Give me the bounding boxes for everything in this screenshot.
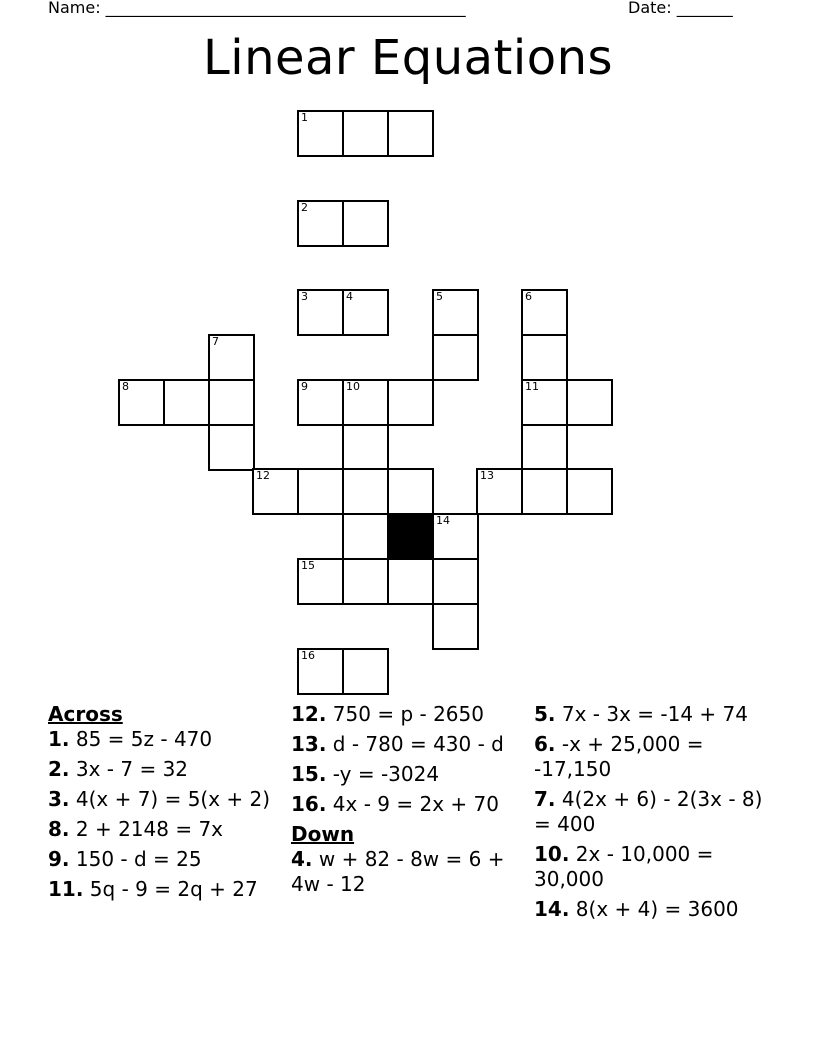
clue-item: [534, 897, 769, 922]
clue-column-1: [48, 702, 283, 907]
clue-item-text: 4x - 9 = 2x + 70: [326, 792, 499, 816]
clue-number: 14: [436, 514, 450, 527]
crossword-cell[interactable]: [208, 334, 255, 381]
clue-item: [534, 842, 769, 892]
clue-number: 5: [436, 290, 443, 303]
crossword-cell[interactable]: [342, 110, 389, 157]
crossword-cell[interactable]: [297, 558, 344, 605]
clue-number: 10: [346, 380, 360, 393]
clue-item-number: 4.: [291, 847, 313, 871]
clue-item-number: 14.: [534, 897, 570, 921]
name-field-line: Name: _____________________________________________: [48, 0, 466, 17]
crossword-cell[interactable]: [163, 379, 210, 426]
down-heading: Down: [291, 822, 355, 846]
clue-item-number: 15.: [291, 762, 327, 786]
crossword-cell[interactable]: [342, 648, 389, 695]
clue-item: [48, 877, 283, 902]
crossword-cell[interactable]: [342, 513, 389, 560]
clue-item-text: 2 + 2148 = 7x: [69, 817, 224, 841]
crossword-cell[interactable]: [566, 379, 613, 426]
clue-number: 13: [480, 469, 494, 482]
crossword-cell[interactable]: [387, 558, 434, 605]
clue-item-number: 12.: [291, 702, 327, 726]
clue-item: [48, 817, 283, 842]
clue-number: 11: [525, 380, 539, 393]
clue-item: [291, 847, 526, 897]
clue-item: [291, 732, 526, 757]
clue-number: 12: [256, 469, 270, 482]
clue-number: 2: [301, 201, 308, 214]
clue-item-number: 5.: [534, 702, 556, 726]
clue-number: 1: [301, 111, 308, 124]
clue-column-3: [534, 702, 769, 927]
clue-column-2: [291, 702, 526, 902]
across-clue-list: [48, 727, 283, 902]
crossword-block-cell: [387, 513, 434, 560]
clue-item-text: -x + 25,000 = -17,150: [534, 732, 704, 781]
clue-number: 9: [301, 380, 308, 393]
crossword-cell[interactable]: [208, 424, 255, 471]
clue-number: 3: [301, 290, 308, 303]
clue-number: 7: [212, 335, 219, 348]
crossword-cell[interactable]: [521, 334, 568, 381]
clue-number: 16: [301, 649, 315, 662]
clue-number: 15: [301, 559, 315, 572]
crossword-cell[interactable]: [297, 379, 344, 426]
down-clue-list: [291, 847, 526, 897]
across-heading: Across: [48, 702, 123, 726]
crossword-cell[interactable]: [342, 200, 389, 247]
crossword-cell[interactable]: [432, 558, 479, 605]
clue-item: [534, 702, 769, 727]
clue-item-text: 2x - 10,000 = 30,000: [534, 842, 714, 891]
crossword-cell[interactable]: [387, 379, 434, 426]
crossword-cell[interactable]: [342, 379, 389, 426]
clue-item-text: 750 = p - 2650: [326, 702, 484, 726]
crossword-cell[interactable]: [521, 379, 568, 426]
clue-item-text: -y = -3024: [326, 762, 440, 786]
clue-item: [48, 787, 283, 812]
clue-item-text: 5q - 9 = 2q + 27: [83, 877, 258, 901]
clue-number: 6: [525, 290, 532, 303]
clue-number: 8: [122, 380, 129, 393]
crossword-cell[interactable]: [297, 200, 344, 247]
clue-item-number: 3.: [48, 787, 70, 811]
crossword-cell[interactable]: [297, 468, 344, 515]
clue-number: 4: [346, 290, 353, 303]
clue-item-number: 7.: [534, 787, 556, 811]
clue-item-text: 3x - 7 = 32: [69, 757, 189, 781]
crossword-cell[interactable]: [342, 424, 389, 471]
crossword-cell[interactable]: [342, 289, 389, 336]
clue-item-text: 8(x + 4) = 3600: [569, 897, 739, 921]
crossword-cell[interactable]: [387, 468, 434, 515]
clue-item-number: 1.: [48, 727, 70, 751]
clue-item: [48, 847, 283, 872]
crossword-cell[interactable]: [342, 468, 389, 515]
crossword-cell[interactable]: [521, 289, 568, 336]
clue-item-text: w + 82 - 8w = 6 + 4w - 12: [291, 847, 505, 896]
clue-item: [48, 727, 283, 752]
crossword-cell[interactable]: [387, 110, 434, 157]
crossword-cell[interactable]: [297, 110, 344, 157]
clue-item-text: 150 - d = 25: [69, 847, 202, 871]
crossword-cell[interactable]: [476, 468, 523, 515]
clue-item: [291, 792, 526, 817]
crossword-cell[interactable]: [432, 289, 479, 336]
clue-item: [534, 732, 769, 782]
clue-item-text: d - 780 = 430 - d: [326, 732, 504, 756]
crossword-cell[interactable]: [297, 648, 344, 695]
crossword-cell[interactable]: [118, 379, 165, 426]
clue-item-number: 13.: [291, 732, 327, 756]
crossword-cell[interactable]: [432, 603, 479, 650]
clue-item-text: 85 = 5z - 470: [69, 727, 213, 751]
crossword-cell[interactable]: [342, 558, 389, 605]
crossword-cell[interactable]: [208, 379, 255, 426]
clue-item: [291, 762, 526, 787]
clue-item-text: 4(2x + 6) - 2(3x - 8) = 400: [534, 787, 763, 836]
clue-item-text: 7x - 3x = -14 + 74: [555, 702, 748, 726]
clue-item-number: 11.: [48, 877, 84, 901]
clue-item: [291, 702, 526, 727]
date-field-line: Date: _______: [628, 0, 733, 17]
clue-item-number: 16.: [291, 792, 327, 816]
clue-item: [534, 787, 769, 837]
clue-item-text: 4(x + 7) = 5(x + 2): [69, 787, 271, 811]
clue-item-number: 9.: [48, 847, 70, 871]
clue-item-number: 8.: [48, 817, 70, 841]
clue-item-number: 6.: [534, 732, 556, 756]
clue-item: [48, 757, 283, 782]
crossword-cell[interactable]: [521, 468, 568, 515]
crossword-cell[interactable]: [521, 424, 568, 471]
crossword-cell[interactable]: [297, 289, 344, 336]
crossword-cell[interactable]: [432, 334, 479, 381]
across-clue-list-continued: [291, 702, 526, 817]
crossword-cell[interactable]: [432, 513, 479, 560]
page-title: Linear Equations: [202, 30, 614, 86]
crossword-cell[interactable]: [566, 468, 613, 515]
crossword-cell[interactable]: [252, 468, 299, 515]
clue-item-number: 10.: [534, 842, 570, 866]
down-clue-list-continued: [534, 702, 769, 922]
clue-item-number: 2.: [48, 757, 70, 781]
